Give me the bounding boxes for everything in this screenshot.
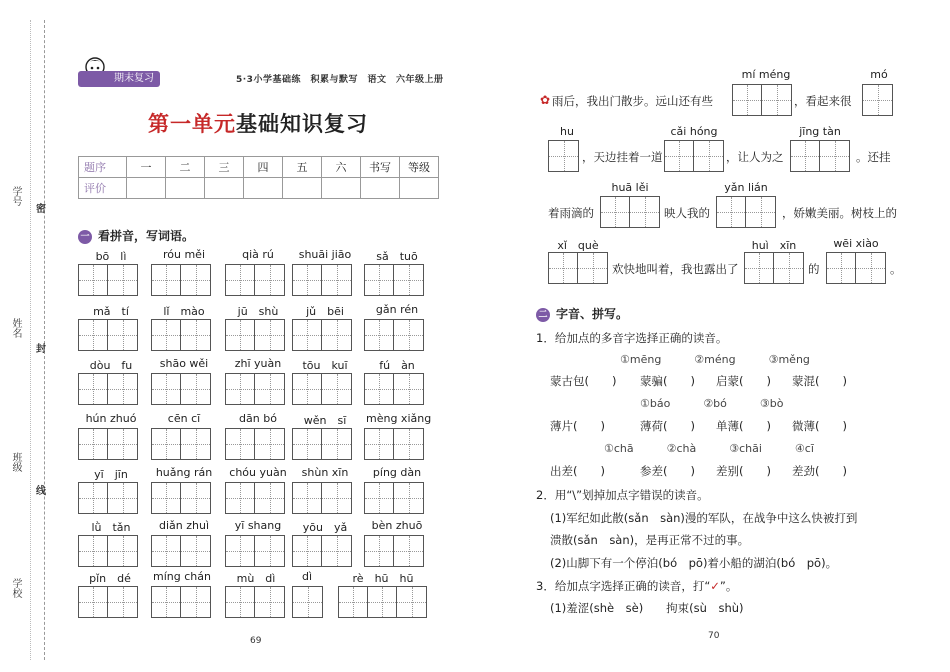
pinyin-label: sǎ tuō <box>376 250 418 263</box>
pinyin-label: jǔ bēi <box>306 305 344 318</box>
pinyin-label: shuāi jiāo <box>298 248 352 261</box>
answer-boxes[interactable] <box>732 84 792 116</box>
answer-boxes[interactable] <box>364 319 424 351</box>
q2-line: 溃散(sǎn sàn)，是再正常不过的事。 <box>550 533 750 547</box>
score-cell: 评价 <box>79 178 127 199</box>
answer-boxes[interactable] <box>548 252 608 284</box>
page-title-part1: 第一单元 <box>148 112 236 136</box>
answer-boxes[interactable] <box>151 319 211 351</box>
answer-boxes[interactable] <box>716 196 776 228</box>
answer-boxes[interactable] <box>364 264 424 296</box>
pinyin-label: míng chán <box>153 570 211 583</box>
pinyin-label: dì <box>301 570 313 583</box>
pinyin-label: shāo wěi <box>159 357 209 370</box>
answer-boxes[interactable] <box>151 264 211 296</box>
pinyin-label: huā lěi <box>611 181 649 194</box>
pinyin-label: hún zhuó <box>85 412 137 425</box>
passage-text: ，娇嫩美丽。树枝上的 <box>782 206 897 220</box>
page-title-part2: 基础知识复习 <box>236 112 368 136</box>
page-number-right: 70 <box>708 631 720 641</box>
section2-heading <box>536 305 628 322</box>
sidebar-cut-2: 封 <box>36 344 46 355</box>
answer-boxes[interactable] <box>292 373 352 405</box>
answer-boxes[interactable] <box>225 319 285 351</box>
score-cell[interactable] <box>283 178 322 199</box>
answer-boxes[interactable] <box>78 264 138 296</box>
answer-boxes[interactable] <box>292 535 352 567</box>
section1-number: 一 <box>78 230 92 244</box>
sidebar-cut-3: 线 <box>36 486 46 497</box>
q3-title-end: ”。 <box>719 579 738 593</box>
answer-boxes[interactable] <box>78 319 138 351</box>
q1-item: 参差( ) <box>640 464 695 478</box>
answer-boxes[interactable] <box>664 140 724 172</box>
pinyin-label: zhī yuàn <box>234 357 282 370</box>
answer-boxes[interactable] <box>826 252 886 284</box>
answer-boxes[interactable] <box>78 535 138 567</box>
passage-text: 的 <box>808 262 820 276</box>
score-cell: 四 <box>244 157 283 178</box>
pinyin-label: jīng tàn <box>799 125 841 138</box>
page-title <box>148 108 368 138</box>
pinyin-label: tōu kuī <box>302 359 348 372</box>
answer-boxes[interactable] <box>292 482 352 514</box>
score-cell[interactable] <box>244 178 283 199</box>
sidebar-label-name: 姓名 <box>10 318 21 338</box>
score-cell: 一 <box>127 157 166 178</box>
pinyin-label: yī shang <box>234 519 282 532</box>
score-cell[interactable] <box>361 178 400 199</box>
pinyin-label: diǎn zhuì <box>158 519 210 532</box>
pinyin-label: chóu yuàn <box>229 466 287 479</box>
score-cell[interactable] <box>166 178 205 199</box>
score-table-header-row <box>79 157 439 178</box>
pinyin-label: mó <box>870 68 888 81</box>
pinyin-label: yī jīn <box>94 468 128 481</box>
answer-boxes[interactable] <box>364 482 424 514</box>
q1-item: 薄荷( ) <box>640 419 695 433</box>
pinyin-label: píng dàn <box>372 466 422 479</box>
binding-line-outer <box>30 20 31 660</box>
pinyin-label: bō lì <box>95 250 127 263</box>
passage-text: 雨后，我出门散步。远山还有些 <box>552 94 713 108</box>
answer-boxes[interactable] <box>151 373 211 405</box>
answer-boxes[interactable] <box>790 140 850 172</box>
q1-options-1: ①mēng ②méng ③měng <box>620 353 810 366</box>
answer-boxes[interactable] <box>292 586 323 618</box>
passage-text: ，看起来很 <box>794 94 852 108</box>
q1-item: 差劲( ) <box>792 464 847 478</box>
section2-title: 字音、拼写。 <box>556 307 629 321</box>
pinyin-label: rè hū hū <box>352 572 414 585</box>
sidebar-label-id: 学号 <box>10 186 21 206</box>
score-cell[interactable] <box>127 178 166 199</box>
answer-boxes[interactable] <box>78 482 138 514</box>
passage-text: 欢快地叫着，我也露出了 <box>612 262 739 276</box>
passage-text: 。 <box>890 262 902 276</box>
answer-boxes[interactable] <box>151 586 211 618</box>
score-cell: 书写 <box>361 157 400 178</box>
answer-boxes[interactable] <box>225 373 285 405</box>
passage-text: ，天边挂着一道 <box>582 150 663 164</box>
pinyin-label: xǐ què <box>557 239 599 252</box>
pinyin-label: gǎn rén <box>375 303 419 316</box>
answer-boxes[interactable] <box>225 428 285 460</box>
q1-item: 蒙混( ) <box>792 374 847 388</box>
pinyin-label: yōu yǎ <box>302 521 348 534</box>
q2-title: 2．用“\”划掉加点字错误的读音。 <box>536 488 709 502</box>
page-number-left: 69 <box>250 636 262 646</box>
review-badge: 期末复习 <box>78 71 160 87</box>
q2-line: (1)军纪如此散(sǎn sàn)漫的军队，在战争中这么快被打到 <box>550 511 858 525</box>
pinyin-label: yǎn lián <box>724 181 768 194</box>
q1-title: 1．给加点的多音字选择正确的读音。 <box>536 331 728 345</box>
answer-boxes[interactable] <box>292 264 352 296</box>
score-cell: 三 <box>205 157 244 178</box>
pinyin-label: fú àn <box>379 359 415 372</box>
q3-line: (1)羞涩(shè sè) 拘束(sù shù) <box>550 601 744 615</box>
pinyin-label: dòu fu <box>89 359 133 372</box>
pinyin-label: wēi xiào <box>833 237 879 250</box>
answer-boxes[interactable] <box>225 264 285 296</box>
answer-boxes[interactable] <box>862 84 893 116</box>
q3-title <box>536 578 737 594</box>
q1-item: 单薄( ) <box>716 419 771 433</box>
section1-title: 看拼音，写词语。 <box>98 229 195 243</box>
pinyin-label: cǎi hóng <box>670 125 718 138</box>
pinyin-label: qià rú <box>242 248 274 261</box>
pinyin-label: mí méng <box>741 68 791 81</box>
score-table <box>78 156 439 199</box>
answer-boxes[interactable] <box>548 140 579 172</box>
pinyin-label: bèn zhuō <box>371 519 423 532</box>
q2-line: (2)山脚下有一个停泊(bó pō)着小船的湖泊(bó pō)。 <box>550 556 838 570</box>
pinyin-label: huǎng rán <box>155 466 213 479</box>
sidebar-label-school: 学校 <box>10 578 21 598</box>
score-cell[interactable] <box>400 178 439 199</box>
q1-item: 蒙骗( ) <box>640 374 695 388</box>
score-cell[interactable] <box>322 178 361 199</box>
answer-boxes[interactable] <box>225 482 285 514</box>
q1-item: 差别( ) <box>716 464 771 478</box>
answer-boxes[interactable] <box>600 196 660 228</box>
passage-text: ，让人为之 <box>726 150 784 164</box>
q3-title-text: 3．给加点字选择正确的读音，打“ <box>536 579 711 593</box>
q1-item: 蒙古包( ) <box>550 374 617 388</box>
score-cell[interactable] <box>205 178 244 199</box>
passage-text: 着雨滴的 <box>548 206 594 220</box>
answer-boxes[interactable] <box>292 428 352 460</box>
answer-boxes[interactable] <box>78 428 138 460</box>
pinyin-label: huì xīn <box>751 239 797 252</box>
pinyin-label: róu měi <box>162 248 206 261</box>
score-cell: 五 <box>283 157 322 178</box>
answer-boxes[interactable] <box>364 373 424 405</box>
answer-boxes[interactable] <box>225 535 285 567</box>
q1-options-2: ①báo ②bó ③bò <box>640 397 784 410</box>
q1-item: 启蒙( ) <box>716 374 771 388</box>
score-table-eval-row <box>79 178 439 199</box>
score-cell: 等级 <box>400 157 439 178</box>
score-cell: 题序 <box>79 157 127 178</box>
answer-boxes[interactable] <box>292 319 352 351</box>
pinyin-label: pǐn dé <box>89 572 131 585</box>
score-cell: 六 <box>322 157 361 178</box>
score-cell: 二 <box>166 157 205 178</box>
passage-text: 。还挂 <box>856 150 891 164</box>
pinyin-label: jū shù <box>237 305 279 318</box>
sidebar-cut-1: 密 <box>36 204 46 215</box>
answer-boxes[interactable] <box>338 586 427 618</box>
section1-heading <box>78 227 194 244</box>
answer-boxes[interactable] <box>744 252 804 284</box>
pinyin-label: lǐ mào <box>163 305 205 318</box>
q1-options-3: ①chā ②chà ③chāi ④cī <box>604 442 814 455</box>
pinyin-label: shùn xīn <box>301 466 349 479</box>
pinyin-label: wěn sī <box>303 414 347 427</box>
section2-number: 二 <box>536 308 550 322</box>
pinyin-label: lǜ tǎn <box>91 521 131 534</box>
answer-boxes[interactable] <box>78 586 138 618</box>
pinyin-label: mǎ tí <box>93 305 129 318</box>
check-icon: ✓ <box>710 579 720 593</box>
q1-item: 薄片( ) <box>550 419 605 433</box>
answer-boxes[interactable] <box>151 482 211 514</box>
answer-boxes[interactable] <box>151 535 211 567</box>
answer-boxes[interactable] <box>78 373 138 405</box>
pinyin-label: dān bó <box>239 412 277 425</box>
pinyin-label: cēn cī <box>167 412 201 425</box>
answer-boxes[interactable] <box>364 428 424 460</box>
answer-boxes[interactable] <box>364 535 424 567</box>
sidebar-label-class: 班级 <box>10 452 21 472</box>
answer-boxes[interactable] <box>225 586 285 618</box>
series-title: 5·3小学基础练 积累与默写 语文 六年级上册 <box>236 75 444 85</box>
pinyin-label: hu <box>560 125 574 138</box>
q1-item: 微薄( ) <box>792 419 847 433</box>
star-icon: ✿ <box>540 93 551 107</box>
answer-boxes[interactable] <box>151 428 211 460</box>
pinyin-label: mù dì <box>236 572 276 585</box>
pinyin-label: mèng xiǎng <box>366 412 432 425</box>
q1-item: 出差( ) <box>550 464 605 478</box>
passage-text: 映人我的 <box>664 206 710 220</box>
